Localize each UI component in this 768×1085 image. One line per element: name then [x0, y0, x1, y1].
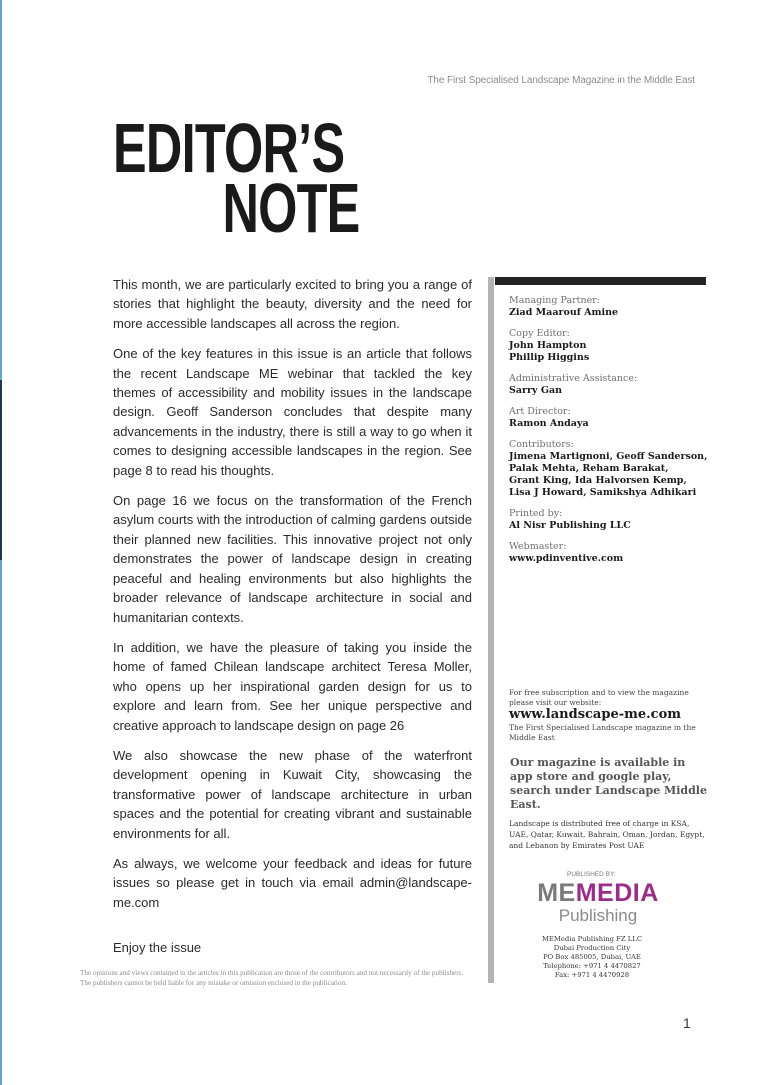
credit-name: Palak Mehta, Reham Barakat,	[509, 463, 669, 474]
page-title	[113, 109, 360, 247]
body-paragraph: This month, we are particularly excited to bring you a range of stories that highlight the beauty, diversity and the need for more accessible landscapes all across the region.	[113, 277, 472, 331]
distribution-note: Landscape is distributed free of charge in KSA, UAE, Qatar, Kuwait, Bahrain, Oman, Jordan, Egypt, and Lebanon by Emirates Post UAE	[509, 819, 705, 850]
credit-role: Copy Editor:	[509, 328, 570, 339]
address-line: MEMedia Publishing FZ LLC	[541, 935, 643, 943]
credit-block	[509, 439, 714, 499]
logo-wordmark	[533, 878, 663, 908]
body-paragraph: We also showcase the new phase of the waterfront development opening in Kuwait City, showcasing the transformative power of landscape architecture in urban spaces and the potential for creating vibrant and sustainable environments for all.	[113, 747, 472, 841]
credit-block	[509, 406, 714, 430]
credit-name: Ziad Maarouf Amine	[509, 307, 619, 318]
credit-block	[509, 328, 714, 364]
signoff: Enjoy the issue	[113, 940, 202, 956]
credit-role: Printed by:	[509, 508, 563, 519]
credit-block	[509, 508, 714, 532]
sidebar-top-bar	[495, 277, 706, 285]
credit-role: Contributors:	[509, 439, 574, 450]
credit-role: Administrative Assistance:	[509, 373, 638, 384]
sidebar-vertical-rule	[488, 277, 494, 983]
credit-role: Art Director:	[509, 406, 571, 417]
credit-block	[509, 373, 714, 397]
website-tagline: The First Specialised Landscape magazine in the Middle East	[509, 723, 696, 742]
body-paragraph: As always, we welcome your feedback and ideas for future issues so please get in touch via email admin@landscape-me.com	[113, 855, 472, 910]
magazine-tagline: The First Specialised Landscape Magazine in the Middle East	[427, 75, 695, 86]
credit-name: Grant King, Ida Halvorsen Kemp,	[509, 475, 687, 486]
credit-name: Sarry Gan	[509, 385, 563, 396]
address-line: PO Box 485005, Dubai, UAE	[543, 953, 641, 961]
page-number: 1	[683, 1015, 691, 1031]
credit-block	[509, 541, 714, 565]
memedia-logo	[533, 878, 663, 926]
credit-name: John Hampton	[509, 340, 587, 351]
body-paragraph: In addition, we have the pleasure of taking you inside the home of famed Chilean landscape architect Teresa Moller, who opens up her inspirational garden design for us to explore and learn from. See her unique perspective and creative approach to landscape design on page 26	[113, 639, 472, 733]
credit-name: Phillip Higgins	[509, 352, 590, 363]
credit-name: Ramon Andaya	[509, 418, 589, 429]
publisher-address	[527, 935, 657, 980]
left-edge-accent-dark	[0, 380, 2, 560]
credit-role: Webmaster:	[509, 541, 567, 552]
subscription-intro: For free subscription and to view the magazine please visit our website:	[509, 688, 689, 707]
address-line: Telephone: +971 4 4470827	[543, 962, 641, 970]
published-by-label: PUBLISHED BY:	[567, 871, 616, 878]
masthead-credits	[509, 295, 714, 574]
disclaimer: The opinions and views contained in the articles in this publication are those of the contributors and not necessarily of the publishers. The publishers cannot be held liable for any mistake or omission enclosed in the publication.	[80, 969, 464, 987]
title-line-2: NOTE	[222, 169, 360, 247]
credit-name: Jimena Martignoni, Geoff Sanderson,	[509, 451, 708, 462]
credit-role: Managing Partner:	[509, 295, 600, 306]
body-paragraph: On page 16 we focus on the transformation of the French asylum courts with the introduction of calming gardens outside their planned new facilities. This innovative project not only demonstrates the power of landscape design in creating peaceful and healing environments but also highlights the broader relevance of landscape architecture in social and humanitarian contexts.	[113, 493, 472, 625]
address-line: Dubai Production City	[553, 944, 631, 952]
logo-media: MEDIA	[575, 879, 659, 907]
title-line-1: EDITOR’S	[113, 109, 345, 187]
credit-name: Al Nisr Publishing LLC	[509, 520, 631, 531]
address-line: Fax: +971 4 4470928	[554, 971, 630, 979]
credit-block	[509, 295, 714, 319]
logo-subtitle: Publishing	[558, 906, 638, 925]
website-link[interactable]: www.landscape-me.com	[509, 707, 682, 722]
logo-me: ME	[537, 879, 576, 907]
body-paragraph: One of the key features in this issue is an article that follows the recent Landscape ME webinar that tackled the key themes of accessibility and mobility issues in the landscape design. Geoff Sanderson concludes that despite many advancements in the industry, there is still a way to go when it comes to designing accessible landscapes in the region. See page 8 to read his thoughts.	[113, 346, 472, 478]
app-promo: Our magazine is available in app store and google play, search under Landscape Middle East.	[510, 756, 707, 811]
credit-name: Lisa J Howard, Samikshya Adhikari	[509, 487, 697, 498]
editorial-body	[113, 275, 472, 969]
credit-name: www.pdinventive.com	[509, 553, 624, 564]
